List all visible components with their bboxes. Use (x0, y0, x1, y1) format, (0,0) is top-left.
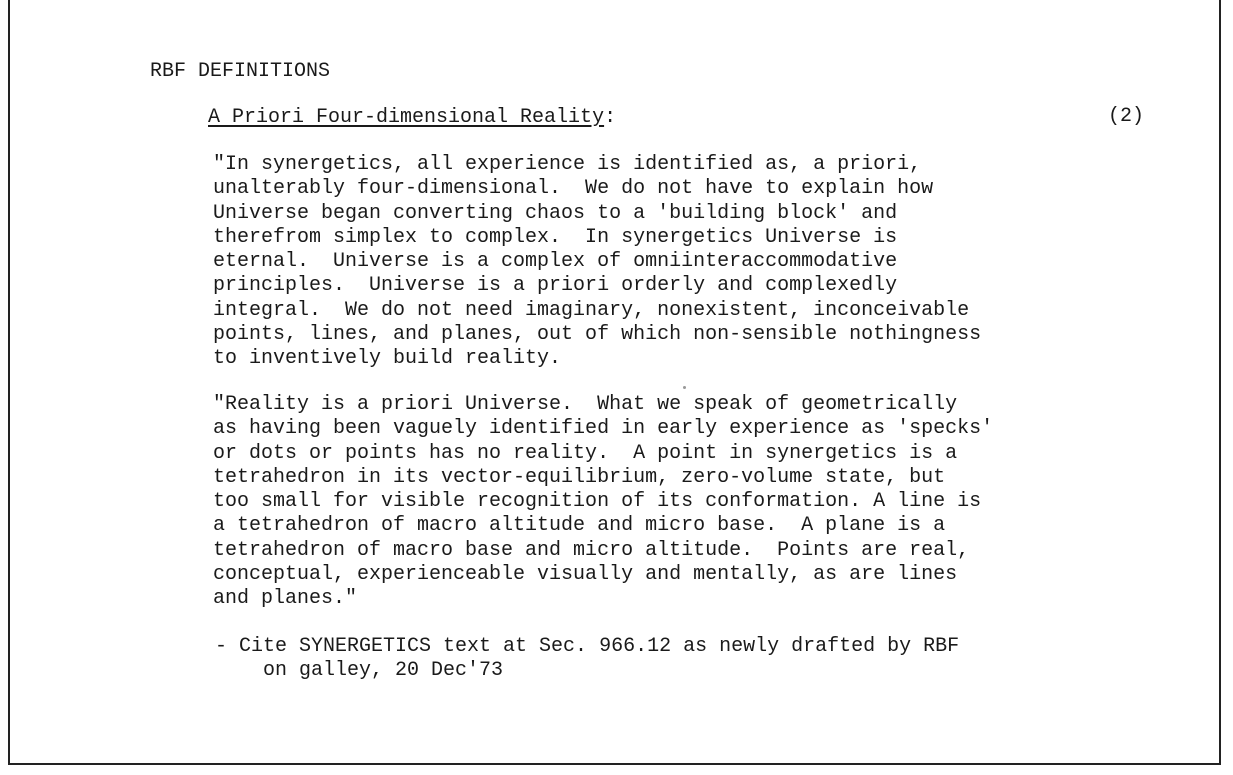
paragraph-line: tetrahedron in its vector-equilibrium, zero-volume state, but (213, 465, 946, 489)
paragraph-line: as having been vaguely identified in early experience as 'specks' (213, 417, 994, 441)
paper-speck (683, 386, 686, 389)
citation-line-1: - Cite SYNERGETICS text at Sec. 966.12 as newly drafted by RBF (215, 635, 960, 658)
paragraph-line: conceptual, experienceable visually and mentally, as are lines (213, 563, 958, 587)
document-heading: RBF DEFINITIONS (150, 60, 331, 83)
paragraph-line: eternal. Universe is a complex of omniinteraccommodative (213, 250, 898, 274)
citation-note (215, 635, 959, 683)
paragraph-line: integral. We do not need imaginary, nonexistent, inconceivable (213, 298, 970, 322)
paragraph-line: therefrom simplex to complex. In synergetics Universe is (213, 225, 898, 249)
page-top-edge (8, 0, 1221, 8)
paragraph-line: unalterably four-dimensional. We do not have to explain how (213, 177, 934, 201)
paragraph-line: "In synergetics, all experience is identified as, a priori, (213, 153, 922, 176)
section-title-text: A Priori Four-dimensional Reality (208, 106, 605, 129)
paragraph-line: principles. Universe is a priori orderly and complexedly (213, 274, 898, 298)
paragraph-line: to inventively build reality. (213, 347, 562, 371)
paragraph-line: too small for visible recognition of its conformation. A line is (213, 490, 982, 514)
citation-line-2: on galley, 20 Dec'73 (215, 659, 504, 682)
page-number: (2) (1108, 105, 1145, 128)
quote-paragraph-2 (213, 393, 993, 612)
paragraph-line: a tetrahedron of macro altitude and micro base. A plane is a (213, 514, 946, 538)
paragraph-line: Universe began converting chaos to a 'building block' and (213, 201, 898, 225)
paragraph-line: or dots or points has no reality. A point in synergetics is a (213, 441, 958, 465)
paragraph-line: "Reality is a priori Universe. What we speak of geometrically (213, 393, 958, 416)
section-title (208, 106, 616, 129)
paragraph-line: tetrahedron of macro base and micro altitude. Points are real, (213, 538, 970, 562)
section-title-colon: : (604, 106, 617, 129)
quote-paragraph-1 (213, 153, 981, 372)
paragraph-line: and planes." (213, 587, 358, 611)
paragraph-line: points, lines, and planes, out of which non-sensible nothingness (213, 323, 982, 347)
